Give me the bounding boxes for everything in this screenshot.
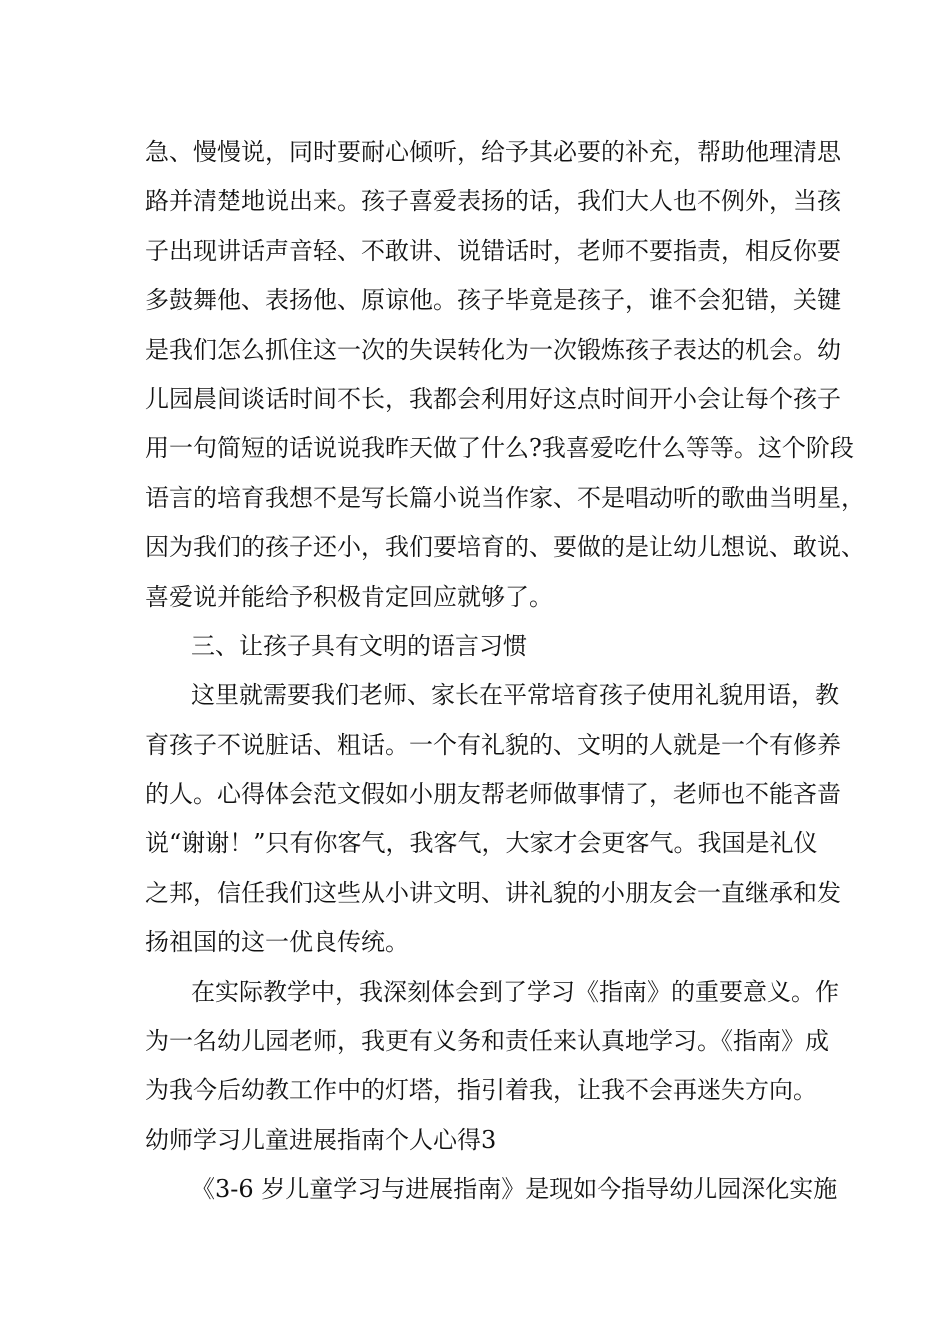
text-line: 语言的培育我想不是写长篇小说当作家、不是唱动听的歌曲当明星， [145, 483, 865, 512]
text-line: 在实际教学中，我深刻体会到了学习《指南》的重要意义。作 [191, 977, 839, 1006]
text-line: 扬祖国的这一优良传统。 [145, 928, 409, 957]
text-line: 为一名幼儿园老师，我更有义务和责任来认真地学习。《指南》成 [145, 1027, 829, 1056]
text-line: 《3-6 岁儿童学习与进展指南》是现如今指导幼儿园深化实施 [191, 1175, 838, 1204]
text-line: 多鼓舞他、表扬他、原谅他。孩子毕竟是孩子，谁不会犯错，关键 [145, 286, 841, 315]
text-line: 因为我们的孩子还小，我们要培育的、要做的是让幼儿想说、敢说、 [145, 533, 865, 562]
text-line: 说“谢谢！”只有你客气，我客气，大家才会更客气。我国是礼仪 [145, 829, 818, 858]
text-line: 的人。心得体会范文假如小朋友帮老师做事情了，老师也不能吝啬 [145, 780, 841, 809]
text-line: 路并清楚地说出来。孩子喜爱表扬的话，我们大人也不例外，当孩 [145, 187, 841, 216]
body-text [145, 128, 865, 1215]
text-line: 儿园晨间谈话时间不长，我都会利用好这点时间开小会让每个孩子 [145, 384, 841, 413]
text-line: 为我今后幼教工作中的灯塔，指引着我，让我不会再迷失方向。 [145, 1076, 817, 1105]
text-line: 喜爱说并能给予积极肯定回应就够了。 [145, 582, 553, 611]
text-line: 急、慢慢说，同时要耐心倾听，给予其必要的补充，帮助他理清思 [145, 138, 841, 166]
text-line: 之邦，信任我们这些从小讲文明、讲礼貌的小朋友会一直继承和发 [145, 878, 841, 907]
text-line: 子出现讲话声音轻、不敢讲、说错话时，老师不要指责，相反你要 [145, 236, 841, 265]
text-line: 用一句简短的话说说我昨天做了什么?我喜爱吃什么等等。这个阶段 [145, 434, 854, 463]
text-line: 是我们怎么抓住这一次的失误转化为一次锻炼孩子表达的机会。幼 [145, 335, 841, 364]
text-line: 育孩子不说脏话、粗话。一个有礼貌的、文明的人就是一个有修养 [145, 730, 841, 759]
section-heading: 三、让孩子具有文明的语言习惯 [191, 631, 527, 660]
text-line: 这里就需要我们老师、家长在平常培育孩子使用礼貌用语，教 [191, 681, 839, 710]
article-title: 幼师学习儿童进展指南个人心得3 [145, 1125, 497, 1154]
